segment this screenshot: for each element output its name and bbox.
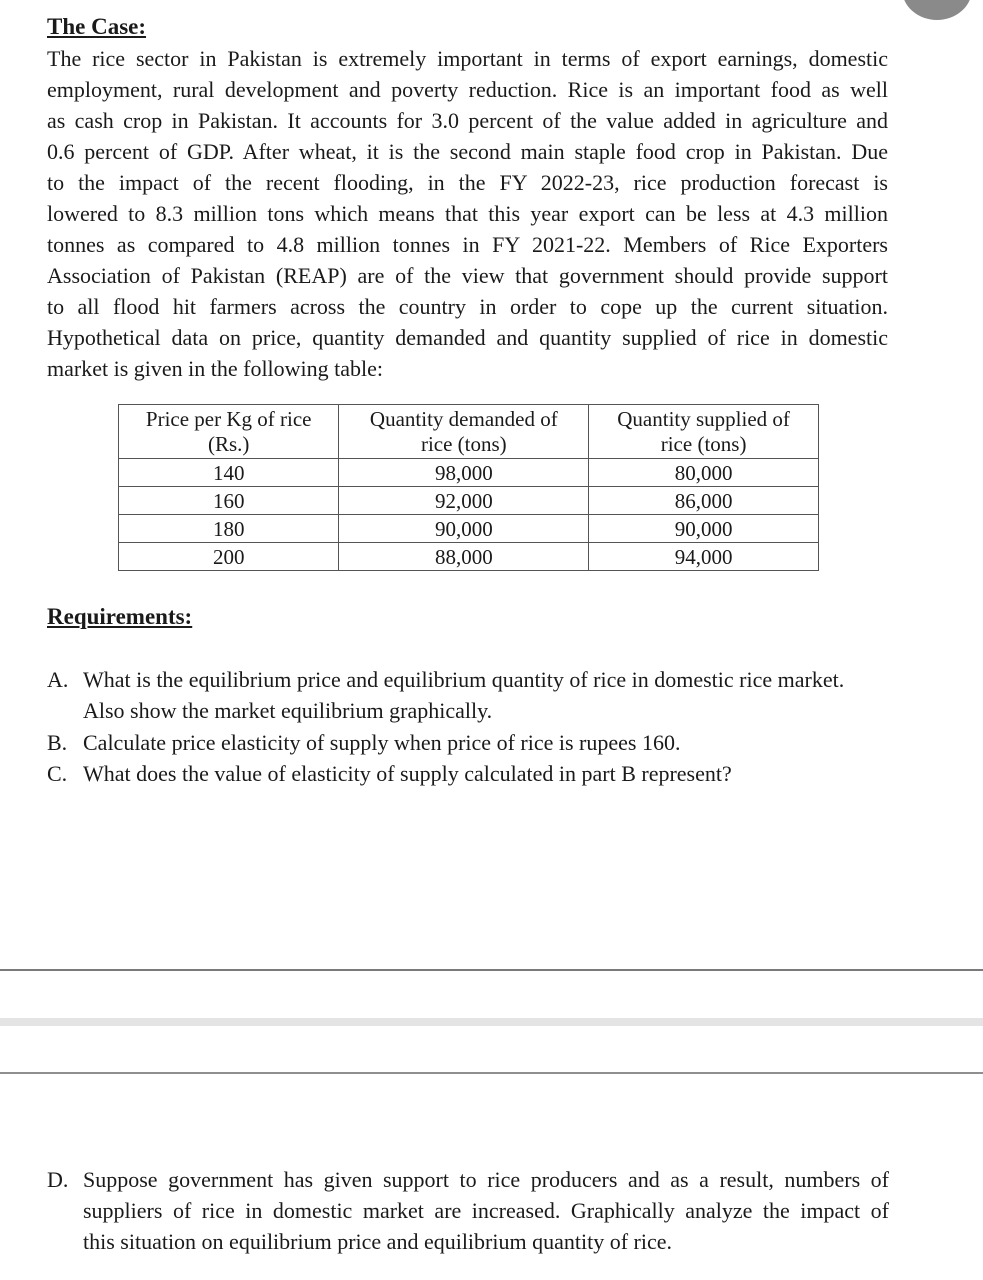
header-quantity-supplied: Quantity supplied of rice (tons): [589, 405, 819, 459]
cell-demanded: 98,000: [339, 459, 589, 487]
cell-demanded: 88,000: [339, 543, 589, 571]
requirement-d: [47, 1164, 897, 1257]
cell-price: 140: [119, 459, 339, 487]
paragraph-line: tonnes as compared to 4.8 million tonnes in FY 2021-22. Members of Rice Exporters: [47, 232, 888, 257]
paragraph-line: as cash crop in Pakistan. It accounts for 3.0 percent of the value added in agriculture and: [47, 108, 888, 133]
paragraph-line: Hypothetical data on price, quantity demanded and quantity supplied of rice in domestic: [47, 325, 888, 350]
price-quantity-table: [118, 404, 819, 571]
cell-price: 160: [119, 487, 339, 515]
requirement-text: Suppose government has given support to rice producers and as a result, numbers of: [83, 1167, 889, 1192]
avatar-circle: [902, 0, 972, 20]
requirement-label: D.: [47, 1167, 69, 1192]
requirement-c: [47, 758, 897, 789]
divider: [0, 1072, 983, 1074]
cell-price: 180: [119, 515, 339, 543]
table-row: [119, 543, 819, 571]
requirement-b: [47, 727, 897, 758]
requirements-title: Requirements:: [47, 604, 193, 629]
cell-supplied: 80,000: [589, 459, 819, 487]
requirement-text: What does the value of elasticity of supply calculated in part B represent?: [83, 761, 732, 786]
case-title: The Case:: [47, 14, 147, 39]
requirement-label: B.: [47, 730, 68, 755]
cell-price: 200: [119, 543, 339, 571]
requirement-text: Calculate price elasticity of supply when price of rice is rupees 160.: [83, 730, 681, 755]
requirement-text: What is the equilibrium price and equilibrium quantity of rice in domestic rice market.: [83, 667, 845, 692]
page-separator: [0, 1018, 983, 1026]
cell-supplied: 94,000: [589, 543, 819, 571]
requirement-a: [47, 664, 897, 726]
paragraph-line: to the impact of the recent flooding, in the FY 2022-23, rice production forecast is: [47, 170, 888, 195]
paragraph-line: The rice sector in Pakistan is extremely important in terms of export earnings, domestic: [47, 46, 888, 71]
cell-supplied: 90,000: [589, 515, 819, 543]
case-paragraph: [47, 43, 888, 384]
table-header-row: [119, 405, 819, 459]
table-row: [119, 515, 819, 543]
requirement-text: Also show the market equilibrium graphically.: [83, 698, 493, 723]
table-row: [119, 487, 819, 515]
header-quantity-demanded: Quantity demanded of rice (tons): [339, 405, 589, 459]
paragraph-line: to all flood hit farmers across the country in order to cope up the current situation.: [47, 294, 888, 319]
divider: [0, 969, 983, 971]
paragraph-line: Association of Pakistan (REAP) are of the view that government should provide support: [47, 263, 888, 288]
header-price: Price per Kg of rice (Rs.): [119, 405, 339, 459]
requirement-text: this situation on equilibrium price and equilibrium quantity of rice.: [83, 1229, 672, 1254]
requirement-label: C.: [47, 761, 68, 786]
paragraph-line: employment, rural development and poverty reduction. Rice is an important food as well: [47, 77, 888, 102]
cell-demanded: 90,000: [339, 515, 589, 543]
paragraph-line: lowered to 8.3 million tons which means that this year export can be less at 4.3 million: [47, 201, 888, 226]
paragraph-line: market is given in the following table:: [47, 356, 384, 381]
cell-supplied: 86,000: [589, 487, 819, 515]
requirement-label: A.: [47, 667, 69, 692]
requirement-text: suppliers of rice in domestic market are increased. Graphically analyze the impact of: [83, 1198, 889, 1223]
paragraph-line: 0.6 percent of GDP. After wheat, it is the second main staple food crop in Pakistan. Due: [47, 139, 888, 164]
cell-demanded: 92,000: [339, 487, 589, 515]
table-row: [119, 459, 819, 487]
